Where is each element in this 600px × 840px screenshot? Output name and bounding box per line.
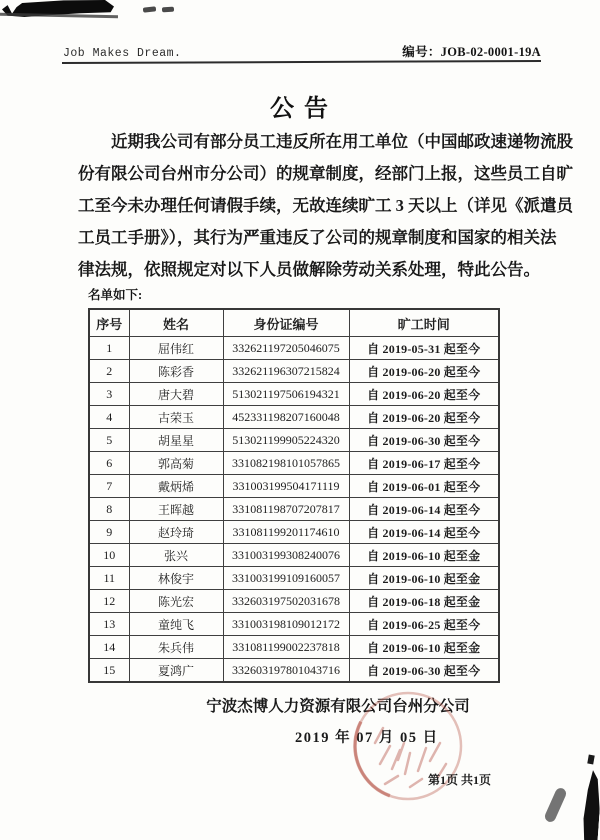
issue-date: 2019 年 07 月 05 日 xyxy=(295,730,439,746)
absence-period: 自 2019-06-01 起至今 xyxy=(349,475,499,498)
table-row xyxy=(89,636,499,659)
absence-period: 自 2019-06-18 起至金 xyxy=(349,590,499,613)
employee-name: 陈彩香 xyxy=(129,360,223,383)
row-index: 8 xyxy=(89,498,129,521)
announcement-body xyxy=(78,126,573,286)
column-header-absence-period: 旷工时间 xyxy=(349,309,499,337)
row-index: 13 xyxy=(89,613,129,636)
id-number: 331003199109160057 xyxy=(223,567,349,590)
employee-name: 古荣玉 xyxy=(129,406,223,429)
header-slogan: Job Makes Dream. xyxy=(63,47,182,60)
row-index: 4 xyxy=(89,406,129,429)
absence-period: 自 2019-06-30 起至今 xyxy=(349,659,499,683)
row-index: 12 xyxy=(89,590,129,613)
id-number: 332621197205046075 xyxy=(223,337,349,360)
id-number: 331082198101057865 xyxy=(223,452,349,475)
absence-period: 自 2019-06-10 起至金 xyxy=(349,544,499,567)
absence-period: 自 2019-05-31 起至今 xyxy=(349,337,499,360)
letterhead xyxy=(63,42,541,60)
employee-name: 夏鸿广 xyxy=(129,659,223,683)
id-number: 331003198109012172 xyxy=(223,613,349,636)
id-number: 331081199002237818 xyxy=(223,636,349,659)
header-divider xyxy=(62,60,541,64)
employee-name: 赵玲琦 xyxy=(129,521,223,544)
absence-period: 自 2019-06-17 起至今 xyxy=(349,452,499,475)
row-index: 3 xyxy=(89,383,129,406)
document-title: 公 告 xyxy=(270,96,330,122)
company-signature: 宁波杰博人力资源有限公司台州分公司 xyxy=(206,698,470,715)
column-header-index: 序号 xyxy=(89,309,129,337)
employee-name: 朱兵伟 xyxy=(129,636,223,659)
employee-name: 张兴 xyxy=(129,544,223,567)
roster-intro: 名单如下: xyxy=(88,288,143,302)
table-row xyxy=(89,567,499,590)
employee-name: 屈伟红 xyxy=(129,337,223,360)
body-line: 工员工手册》），其行为严重违反了公司的规章制度和国家的相关法 xyxy=(78,228,557,247)
table-row xyxy=(89,659,499,683)
scan-artifact-dash xyxy=(162,7,174,13)
id-number: 332603197502031678 xyxy=(223,590,349,613)
id-number: 332621196307215824 xyxy=(223,360,349,383)
employee-name: 郭高菊 xyxy=(129,452,223,475)
id-number: 513021197506194321 xyxy=(223,383,349,406)
document-number: 编号：JOB-02-0001-19A xyxy=(402,45,541,59)
body-line: 律法规，依照规定对以下人员做解除劳动关系处理，特此公告。 xyxy=(78,260,540,279)
id-number: 513021199905224320 xyxy=(223,429,349,452)
absence-period: 自 2019-06-20 起至今 xyxy=(349,406,499,429)
table-row xyxy=(89,498,499,521)
id-number: 331003199504171119 xyxy=(223,475,349,498)
id-number: 332603197801043716 xyxy=(223,659,349,683)
employee-name: 童纯飞 xyxy=(129,613,223,636)
row-index: 14 xyxy=(89,636,129,659)
body-line: 近期我公司有部分员工违反所在用工单位（中国邮政速递物流股 xyxy=(111,132,573,151)
roster-table xyxy=(88,308,500,683)
absence-period: 自 2019-06-14 起至今 xyxy=(349,521,499,544)
id-number: 331081199201174610 xyxy=(223,521,349,544)
body-line: 份有限公司台州市分公司）的规章制度，经部门上报，这些员工自旷 xyxy=(78,164,573,183)
table-row xyxy=(89,521,499,544)
table-row xyxy=(89,475,499,498)
row-index: 7 xyxy=(89,475,129,498)
body-line: 工至今未办理任何请假手续，无故连续旷工 3 天以上（详见《派遣员 xyxy=(78,196,573,215)
table-header-row xyxy=(89,309,499,337)
id-number: 331003199308240076 xyxy=(223,544,349,567)
row-index: 10 xyxy=(89,544,129,567)
table-row xyxy=(89,544,499,567)
row-index: 2 xyxy=(89,360,129,383)
page-number: 第1页 共1页 xyxy=(428,773,492,787)
id-number: 452331198207160048 xyxy=(223,406,349,429)
table-row xyxy=(89,337,499,360)
absence-period: 自 2019-06-30 起至今 xyxy=(349,429,499,452)
id-number: 331081198707207817 xyxy=(223,498,349,521)
table-row xyxy=(89,452,499,475)
absence-period: 自 2019-06-25 起至今 xyxy=(349,613,499,636)
employee-name: 林俊宇 xyxy=(129,567,223,590)
table-row xyxy=(89,383,499,406)
employee-name: 唐大碧 xyxy=(129,383,223,406)
absence-period: 自 2019-06-20 起至今 xyxy=(349,383,499,406)
roster-table-body xyxy=(89,337,499,683)
absence-period: 自 2019-06-10 起至金 xyxy=(349,636,499,659)
employee-name: 戴炳烯 xyxy=(129,475,223,498)
table-row xyxy=(89,590,499,613)
employee-name: 陈光宏 xyxy=(129,590,223,613)
row-index: 11 xyxy=(89,567,129,590)
row-index: 15 xyxy=(89,659,129,683)
row-index: 6 xyxy=(89,452,129,475)
absence-period: 自 2019-06-20 起至今 xyxy=(349,360,499,383)
scan-artifact-dash xyxy=(143,6,156,12)
scan-artifact-tick xyxy=(587,755,594,765)
table-row xyxy=(89,360,499,383)
employee-name: 胡星星 xyxy=(129,429,223,452)
row-index: 9 xyxy=(89,521,129,544)
scan-artifact-smudge xyxy=(543,786,568,823)
column-header-name: 姓名 xyxy=(129,309,223,337)
table-row xyxy=(89,613,499,636)
row-index: 1 xyxy=(89,337,129,360)
absence-period: 自 2019-06-14 起至今 xyxy=(349,498,499,521)
column-header-id-number: 身份证编号 xyxy=(223,309,349,337)
absence-period: 自 2019-06-10 起至金 xyxy=(349,567,499,590)
scan-artifact-line xyxy=(0,13,118,18)
employee-name: 王晖越 xyxy=(129,498,223,521)
scan-artifact-stroke xyxy=(579,769,600,840)
table-row xyxy=(89,429,499,452)
row-index: 5 xyxy=(89,429,129,452)
table-row xyxy=(89,406,499,429)
